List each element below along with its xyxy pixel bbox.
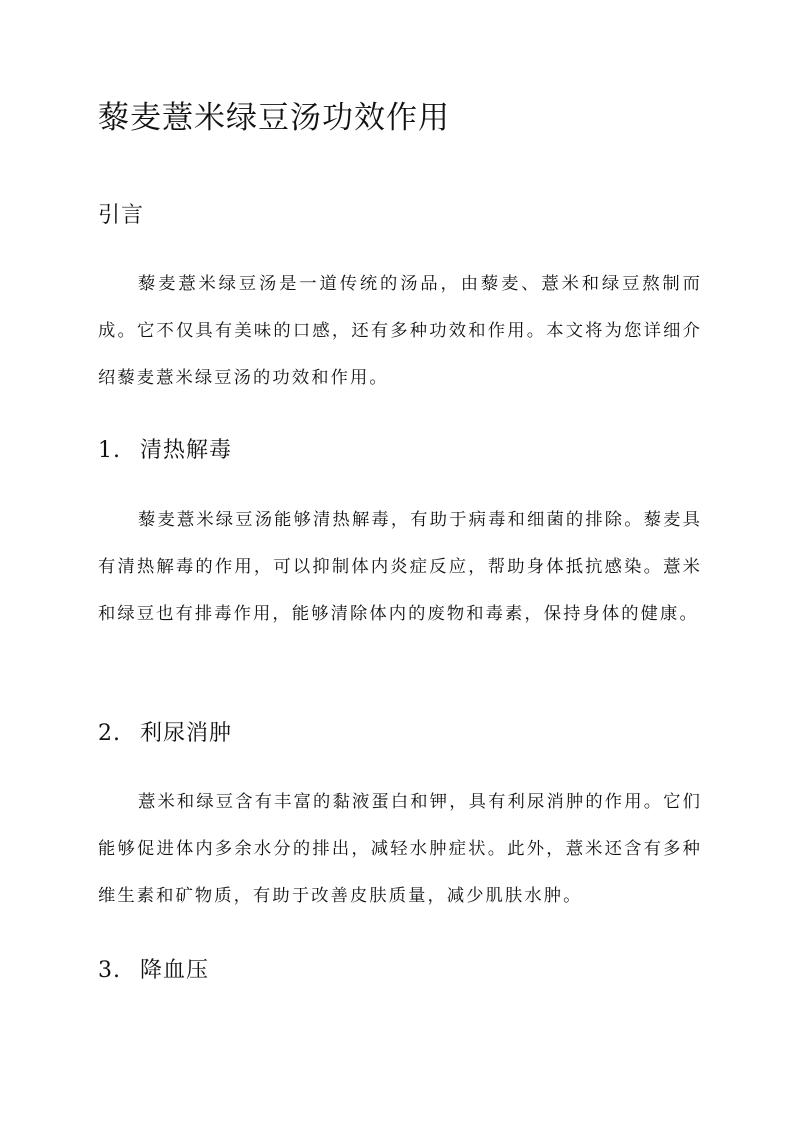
section-heading-text: 清热解毒: [140, 438, 233, 463]
section-number: 2.: [98, 721, 121, 746]
section-heading-intro: [98, 198, 144, 229]
document-title: 藜麦薏米绿豆汤功效作用: [98, 100, 450, 136]
section-heading-3: [98, 953, 209, 984]
section-paragraph-2: 薏米和绿豆含有丰富的黏液蛋白和钾，具有利尿消肿的作用。它们能够促进体内多余水分的排出，减轻水肿症状。此外，薏米还含有多种维生素和矿物质，有助于改善皮肤质量，减少肌肤水肿。: [98, 792, 702, 906]
section-heading-text: 利尿消肿: [140, 721, 233, 746]
section-heading-text: 引言: [98, 203, 145, 228]
section-heading-1: [98, 433, 232, 464]
section-heading-text: 降血压: [140, 958, 210, 983]
section-paragraph-1: 藜麦薏米绿豆汤能够清热解毒，有助于病毒和细菌的排除。藜麦具有清热解毒的作用，可以抑制体内炎症反应，帮助身体抵抗感染。薏米和绿豆也有排毒作用，能够清除体内的废物和毒素，保持身体的健康。: [98, 510, 702, 624]
section-number: 3.: [98, 958, 121, 983]
section-paragraph-intro: 藜麦薏米绿豆汤是一道传统的汤品，由藜麦、薏米和绿豆熬制而成。它不仅具有美味的口感，还有多种功效和作用。本文将为您详细介绍藜麦薏米绿豆汤的功效和作用。: [98, 274, 702, 388]
section-heading-2: [98, 716, 232, 747]
section-number: 1.: [98, 438, 121, 463]
